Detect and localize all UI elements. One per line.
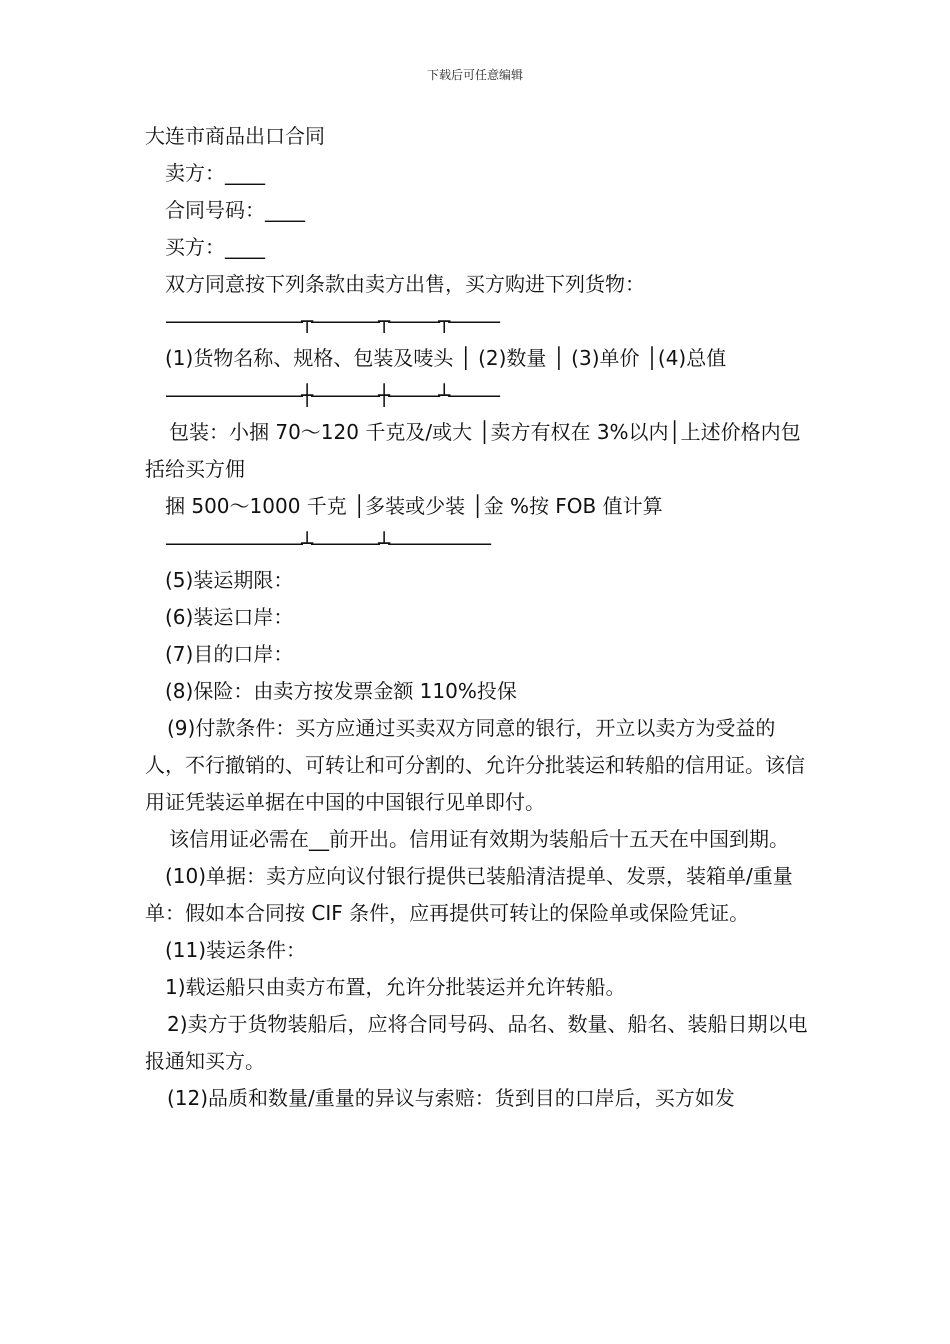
clause-10-documents: (10)单据：卖方应向议付银行提供已装船清洁提单、发票，装箱单/重量单：假如本合同按 CIF 条件，应再提供可转让的保险单或保险凭证。 bbox=[145, 864, 793, 925]
clause-7-port-of-destination: (7)目的口岸： bbox=[165, 642, 294, 666]
page-header: 下载后可任意编辑 bbox=[426, 68, 523, 82]
clause-9-letter-of-credit: 该信用证必需在__前开出。信用证有效期为装船后十五天在中国到期。 bbox=[169, 827, 789, 851]
clause-6-port-of-loading: (6)装运口岸： bbox=[165, 605, 294, 629]
contract-title: 大连市商品出口合同 bbox=[145, 124, 325, 148]
buyer-line: 买方：____ bbox=[165, 235, 265, 259]
table-top-border: ————————┬————┬———┬——— bbox=[165, 309, 499, 333]
clause-11-shipping-terms: (11)装运条件： bbox=[165, 938, 307, 962]
clause-12-claims: (12)品质和数量/重量的异议与索赔：货到目的口岸后，买方如发 bbox=[167, 1086, 735, 1110]
clause-5-shipment-period: (5)装运期限： bbox=[165, 568, 294, 592]
seller-line: 卖方：____ bbox=[165, 161, 265, 185]
table-header-row: (1)货物名称、规格、包装及唛头 │ (2)数量 │ (3)单价 │(4)总值 bbox=[165, 346, 727, 370]
packing-row-1: 包装：小捆 70～120 千克及/或大 │卖方有权在 3%以内│上述价格内包括给买方佣 bbox=[145, 420, 801, 481]
clause-11-item-2: 2)卖方于货物装船后，应将合同号码、品名、数量、船名、装船日期以电报通知买方。 bbox=[145, 1012, 808, 1073]
contract-document bbox=[145, 118, 810, 1117]
table-bottom-border: ————————┴————┴—————— bbox=[165, 531, 490, 555]
clause-9-payment: (9)付款条件：买方应通过买卖双方同意的银行，开立以卖方为受益的人，不行撤销的、可转让和可分割的、允许分批装运和转船的信用证。该信用证凭装运单据在中国的中国银行见单即付。 bbox=[145, 716, 805, 814]
table-middle-border: ————————┼————┼———┴——— bbox=[165, 383, 499, 407]
clause-11-item-1: 1)载运船只由卖方布置，允许分批装运并允许转船。 bbox=[165, 975, 626, 999]
intro-paragraph: 双方同意按下列条款由卖方出售，买方购进下列货物： bbox=[165, 272, 645, 296]
contract-number-line: 合同号码：____ bbox=[165, 198, 305, 222]
packing-row-2: 捆 500～1000 千克 │多装或少装 │金 %按 FOB 值计算 bbox=[165, 494, 663, 518]
clause-8-insurance: (8)保险：由卖方按发票金额 110%投保 bbox=[165, 679, 517, 703]
